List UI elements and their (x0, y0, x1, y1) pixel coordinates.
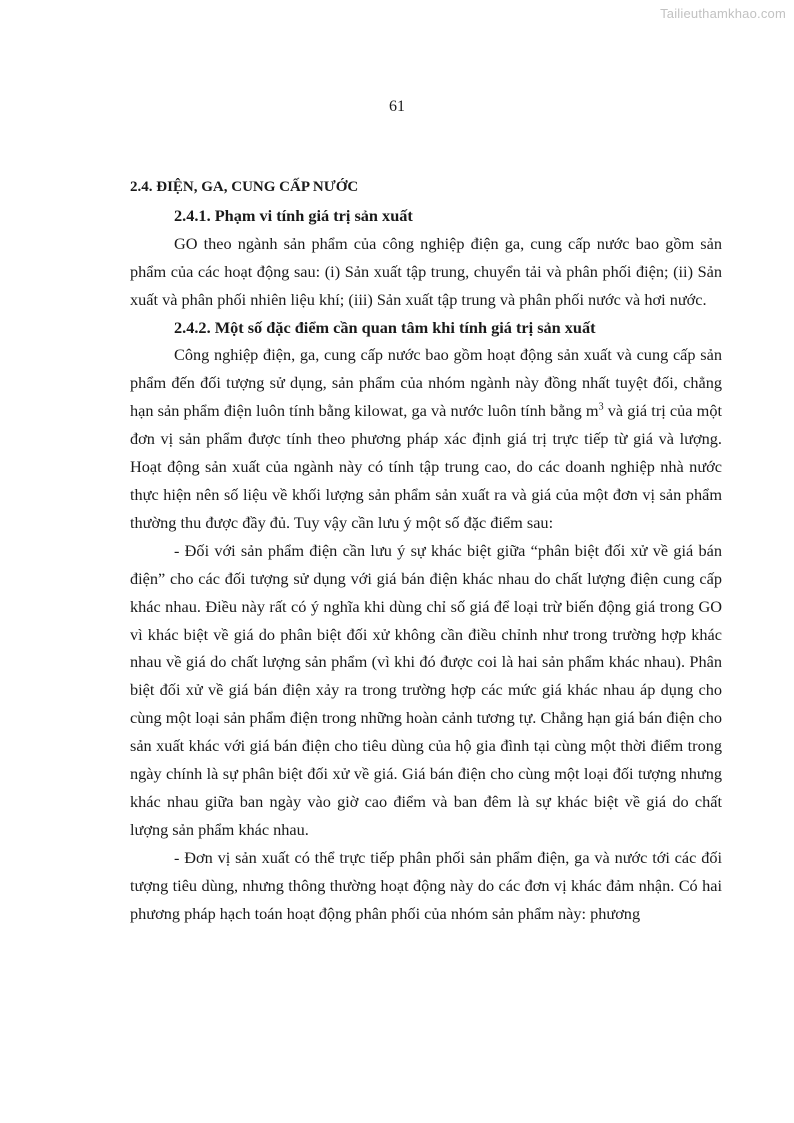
bullet-paragraph-electricity: - Đối với sản phẩm điện cần lưu ý sự khác biệt giữa “phân biệt đối xử về giá bán điện” cho các đối tượng sử dụng với giá bán điện khác nhau do chất lượng điện cung cấp khác nhau. Điều này rất có ý nghĩa khi dùng chỉ số giá để loại trừ biến động giá trong GO vì khác biệt về giá do phân biệt đối xử không cần điều chỉnh như trong trường hợp khác nhau về giá do chất lượng sản phẩm (vì khi đó được coi là hai sản phẩm khác nhau). Phân biệt đối xử về giá bán điện xảy ra trong trường hợp các mức giá khác nhau áp dụng cho cùng một loại sản phẩm điện trong những hoàn cảnh tương tự. Chẳng hạn giá bán điện cho sản xuất khác với giá bán điện cho tiêu dùng của hộ gia đình tại cùng một thời điểm trong ngày chính là sự phân biệt đối xử về giá. Giá bán điện cho cùng một loại đối tượng nhưng khác nhau giữa ban ngày vào giờ cao điểm và ban đêm là sự khác biệt về giá do chất lượng sản phẩm khác nhau. (130, 540, 722, 839)
subsection-1-paragraph: GO theo ngành sản phẩm của công nghiệp điện ga, cung cấp nước bao gồm sản phẩm của các hoạt động sau: (i) Sản xuất tập trung, chuyển tải và phân phối điện; (ii) Sản xuất và phân phối nhiên liệu khí; (iii) Sản xuất tập trung và phân phối nước và hơi nước. (130, 233, 722, 309)
cubic-superscript: 3 (598, 401, 604, 413)
section-heading: 2.4. ĐIỆN, GA, CUNG CẤP NƯỚC (130, 179, 359, 195)
intro-text-part-1: Công nghiệp điện, ga, cung cấp nước bao gồm hoạt động sản xuất và cung cấp sản phẩm đến đối tượng sử dụng, sản phẩm của nhóm ngành này đồng nhất tuyệt đối, chẳng hạn sản phẩm điện luôn tính bằng kilowat, ga và nước luôn tính bằng m (130, 345, 722, 421)
document-body (130, 174, 722, 927)
subsection-2-intro-paragraph (130, 341, 722, 536)
watermark: Tailieuthamkhao.com (660, 6, 786, 21)
intro-text-part-2: và giá trị của một đơn vị sản phẩm được tính theo phương pháp xác định giá trị trực tiếp từ giá và lượng. Hoạt động sản xuất của ngành này có tính tập trung cao, do các doanh nghiệp nhà nước thực hiện nên số liệu về khối lượng sản phẩm sản xuất ra và giá của một đơn vị sản phẩm thường thu được đầy đủ. Tuy vậy cần lưu ý một số đặc điểm sau: (130, 401, 722, 532)
subsection-2-heading: 2.4.2. Một số đặc điểm cần quan tâm khi tính giá trị sản xuất (174, 317, 596, 337)
bullet-paragraph-distribution: - Đơn vị sản xuất có thể trực tiếp phân phối sản phẩm điện, ga và nước tới các đối tượng tiêu dùng, nhưng thông thường hoạt động này do các đơn vị khác đảm nhận. Có hai phương pháp hạch toán hoạt động phân phối của nhóm sản phẩm này: phương (130, 847, 722, 923)
page-number: 61 (389, 98, 405, 115)
subsection-1-heading: 2.4.1. Phạm vi tính giá trị sản xuất (174, 205, 413, 225)
